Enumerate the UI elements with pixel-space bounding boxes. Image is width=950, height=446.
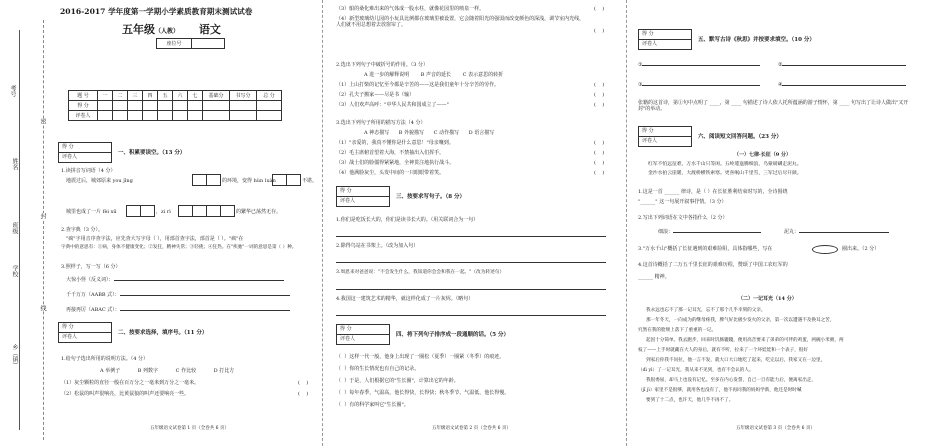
score-cell[interactable] bbox=[98, 101, 113, 111]
score-table-row bbox=[69, 101, 282, 111]
binding-label-school: 学校 bbox=[11, 265, 18, 277]
answer-line[interactable] bbox=[799, 232, 889, 233]
q1-line-1 bbox=[66, 178, 133, 184]
answer-paren[interactable]: ( ) bbox=[594, 170, 605, 176]
answer-line[interactable] bbox=[336, 315, 606, 316]
page-fold-2 bbox=[626, 0, 627, 446]
answer-line[interactable] bbox=[782, 85, 906, 86]
cut-mark-mi: 密 bbox=[39, 118, 46, 124]
section-2-title: 二、按要求选择，填序号。（11 分） bbox=[118, 330, 208, 336]
score-row-label: 得 分 bbox=[69, 101, 98, 111]
poem-line-1: 红军不怕远征难，万水千山只等闲。五岭逶迤腾细浪，乌蒙磅礴走泥丸。 bbox=[648, 162, 802, 167]
answer-grid-box[interactable] bbox=[126, 205, 141, 217]
scorebox-grader: 评卷人 bbox=[340, 198, 356, 204]
q3-item-b bbox=[66, 292, 290, 298]
s4-item-text: ）每年春季，气温高，他长得快，长得快；秋冬季节，气温低，他长得慢。 bbox=[344, 390, 510, 396]
answer-line[interactable] bbox=[673, 232, 761, 233]
score-header-cell: 六 bbox=[173, 91, 188, 101]
binding-label-town: 乡（镇） bbox=[11, 344, 18, 368]
passage-line: 我很委屈，却马上也没有记忆。至多在内心发誓，自己一旦有能力后，便离家出走， bbox=[646, 378, 816, 383]
answer-line[interactable] bbox=[642, 65, 760, 66]
scorebox-grader: 评卷人 bbox=[340, 336, 356, 342]
grade-heading bbox=[122, 21, 221, 37]
poem-blank-3 bbox=[638, 82, 760, 88]
page-1 bbox=[58, 0, 320, 446]
q3-item-c bbox=[66, 307, 290, 313]
score-header-cell: 书写分 bbox=[230, 91, 257, 101]
answer-paren[interactable]: ( ) bbox=[594, 160, 605, 166]
passage-line: 起因十分简单。我去跑步，回来时饥肠辘辘，便用高音要来了弟弟的可伴的鸡蛋，两碗小米粥，两 bbox=[646, 338, 844, 343]
scorebox-score: 得 分 bbox=[337, 187, 389, 197]
score-cell[interactable] bbox=[257, 101, 282, 111]
scorebox-score: 得 分 bbox=[59, 323, 111, 333]
answer-paren[interactable]: ( ) bbox=[298, 380, 309, 386]
score-cell[interactable] bbox=[188, 111, 203, 121]
binding-label-class: 班级 bbox=[11, 222, 18, 234]
answer-line[interactable] bbox=[336, 289, 606, 290]
score-cell[interactable] bbox=[188, 101, 203, 111]
s4-item: （ ）于是，人们根据它的"生长圈"，计算出它的年龄。 bbox=[336, 378, 459, 384]
q1-pinyin: 1.读拼音写词语（4 分） bbox=[61, 168, 116, 174]
reading-q2: 2.写出下列词语在文中各指什么（2 分） bbox=[638, 215, 728, 221]
answer-line[interactable] bbox=[336, 262, 606, 263]
page-fold-1 bbox=[322, 0, 323, 446]
q3-imitate: 3.照样子，写一写（6 分） bbox=[61, 264, 121, 270]
s3-q4: 4.我国这一建筑艺术的精华，就这样化成了一片灰烬。（略句） bbox=[336, 296, 474, 302]
answer-paren[interactable]: ( ) bbox=[298, 391, 309, 397]
q3-item-a bbox=[66, 277, 284, 283]
score-table bbox=[68, 90, 282, 121]
section-6-title: 六、阅读短文回答问题。（23 分） bbox=[698, 134, 782, 140]
q1-l2-c: 的繁华已荡然无存。 bbox=[236, 209, 282, 215]
answer-grid-box[interactable] bbox=[192, 174, 207, 186]
q4-sentence-2: （2）松鼠的叫声很响亮，比黄鼠狼的叫声还要响亮一些。 bbox=[61, 391, 190, 397]
s4-item-text: ）于是，人们根据它的"生长圈"，计算出它的年龄。 bbox=[344, 378, 459, 384]
reading-q4-end: ______ 精神。 bbox=[638, 274, 670, 280]
q4-options bbox=[100, 368, 234, 374]
q6-opt-d: D 语言描写 bbox=[468, 130, 495, 136]
scorebox-score: 得 分 bbox=[639, 30, 691, 40]
q5-dash: 2.选出下列句子中破折号的作用。（3 分） bbox=[336, 62, 429, 68]
section-2-scorebox bbox=[58, 322, 112, 343]
answer-grid-box[interactable] bbox=[178, 205, 193, 217]
answer-line[interactable] bbox=[336, 236, 606, 237]
binding-strip bbox=[0, 0, 60, 446]
score-cell[interactable] bbox=[143, 101, 158, 111]
q1-l1-b: 的环境，变得 hùn luàn bbox=[222, 178, 276, 184]
reading-q3: 3."万水千山"概括了长征遇到的艰难险阻，具体指哪些，写在 bbox=[638, 246, 773, 252]
exam-title: 2016-2017 学年度第一学期小学素质教育期末测试试卷 bbox=[60, 7, 253, 16]
page-1-footer: 五年级语文试卷第 1 页（全卷共 6 页） bbox=[150, 426, 229, 431]
scorebox-grader: 评卷人 bbox=[62, 154, 78, 160]
answer-grid-box[interactable] bbox=[140, 205, 155, 217]
q5-sentence-3: （3）人们欢声高呼："中华人民共和国成立了——" bbox=[336, 102, 449, 108]
s4-item-text: ）你的生长情况也有自己的记录。 bbox=[344, 366, 420, 372]
blank-mark: ③ bbox=[638, 82, 643, 88]
page-2-footer: 五年级语文试卷第 2 页（全卷共 6 页） bbox=[432, 426, 511, 431]
q3-b-label: 千千万万（AABB 式）： bbox=[66, 292, 120, 298]
s3-q1: 1.你们是吃饭长大的，你们是读书长大的。（用关联词合为一句） bbox=[336, 217, 479, 223]
subject-text: 语文 bbox=[198, 23, 221, 36]
score-header-cell: 二 bbox=[113, 91, 128, 101]
score-row-label: 评卷人 bbox=[69, 111, 98, 121]
q4-sentence-1: （1）灰尘颗粒的直径一般在百万分之一毫米到万分之一毫米。 bbox=[61, 380, 200, 386]
score-cell[interactable] bbox=[173, 111, 188, 121]
scorebox-score: 得 分 bbox=[337, 325, 389, 335]
blank-mark: ④ bbox=[778, 82, 783, 88]
reading-q2-a bbox=[658, 229, 761, 235]
answer-paren[interactable]: ( ) bbox=[594, 82, 605, 88]
edition-text: （人教） bbox=[155, 28, 180, 35]
poem-blank-2 bbox=[778, 62, 906, 68]
reading-q1: 1.这是一首 ______ 律诗，是（ ）在长征胜利结束时写的，全诗围绕 bbox=[638, 189, 788, 195]
page-3 bbox=[634, 0, 934, 446]
answer-paren[interactable]: ( ) bbox=[594, 28, 605, 34]
passage-line: 那一年冬天，一向成为的继母疼我，脾气好比极少发火的父亲，第一次以遭遇不及换耳之苦， bbox=[646, 318, 835, 323]
q6-options bbox=[364, 130, 494, 136]
ellipse-mark-icon bbox=[812, 245, 838, 254]
reading-q2-b bbox=[784, 229, 889, 235]
score-cell[interactable] bbox=[257, 111, 282, 121]
q4-sentence-3: （3）船的桑化难出来的气体成一股水柱，就像花园里的喷泉一样。 bbox=[336, 6, 485, 12]
scorebox-grader: 评卷人 bbox=[62, 334, 78, 340]
scorebox-score: 得 分 bbox=[639, 127, 691, 137]
reading-q2-b-label: 泥丸： bbox=[784, 229, 800, 235]
answer-line[interactable] bbox=[114, 280, 284, 281]
score-cell[interactable] bbox=[113, 111, 128, 121]
q6-description: 3.选出下列句子所用的描写方法（4 分） bbox=[336, 120, 426, 126]
scorebox-grader: 评卷人 bbox=[642, 138, 658, 144]
q1-l1-a: 地震过后，城郊原来 you jīng bbox=[66, 178, 133, 184]
seat-cell[interactable] bbox=[192, 39, 225, 49]
q6-opt-a: A 神态描写 bbox=[364, 130, 390, 136]
s4-item: （ ）每年春季，气温高，他长得快，长得快；秋冬季节，气温低，他长得慢。 bbox=[336, 390, 510, 396]
q5-sentence-2: （2）孔夫子搬家——尽是书（输） bbox=[336, 92, 415, 98]
s3-q2: 2.除得鸟站在书架上。（改为加入句） bbox=[336, 243, 419, 249]
answer-paren[interactable]: ( ) bbox=[594, 150, 605, 156]
q6-opt-b: B 外貌描写 bbox=[398, 130, 425, 136]
score-cell[interactable] bbox=[158, 111, 173, 121]
cut-mark-feng: 封 bbox=[39, 213, 46, 219]
reading-q4: 4.这首诗概括了二万五千里长征的艰难历程，赞颂了中国工农红军的 bbox=[638, 262, 788, 268]
cut-mark-xian: 线 bbox=[39, 305, 46, 311]
q1-l1-c: 不堪。 bbox=[302, 178, 318, 184]
score-cell[interactable] bbox=[203, 111, 230, 121]
q5-sentence-1: （1）上山打柴的记忆至今都是辛苦的——这是我们童年十分辛苦的劳作。 bbox=[336, 82, 500, 88]
binding-label-exam-no: 考号 bbox=[9, 85, 16, 97]
s4-item: （ ）你的生长情况也有自己的记录。 bbox=[336, 366, 420, 372]
scorebox-score: 得 分 bbox=[59, 143, 111, 153]
q2-dictionary: 2.查字典（3 分）。 bbox=[61, 227, 104, 233]
scorebox-grader: 评卷人 bbox=[642, 41, 658, 47]
blank-mark: ① bbox=[638, 62, 643, 68]
score-cell[interactable] bbox=[230, 101, 257, 111]
answer-grid-box[interactable] bbox=[192, 205, 207, 217]
page-3-footer: 五年级语文试卷第 3 页（全卷共 6 页） bbox=[736, 426, 815, 431]
score-cell[interactable] bbox=[230, 111, 257, 121]
answer-grid-box[interactable] bbox=[206, 174, 221, 186]
answer-line[interactable] bbox=[120, 295, 290, 296]
q3-a-label: 大惊小怪（反义词）： bbox=[66, 277, 114, 283]
s4-item: （ ）有的科学家叫它"生长圈"。 bbox=[336, 402, 409, 408]
poem-blank-1 bbox=[638, 62, 760, 68]
score-cell[interactable] bbox=[143, 111, 158, 121]
passage-line: （jī jì）家里不是很够，就用各也没有了，他不再同我的妈妈学新，他还是时时喊 bbox=[638, 388, 802, 393]
section-6-scorebox bbox=[638, 126, 692, 147]
passage-line: 要到了十二点，也许天，他几乎不再不了。 bbox=[646, 398, 734, 403]
q3-c-label: 再接再厉（ABAC 式）： bbox=[66, 307, 120, 313]
poem-line-2: 金沙水拍云崖暖，大渡桥横铁索寒。更喜岷山千里雪，三军过后尽开颜。 bbox=[648, 171, 802, 176]
answer-grid-box[interactable] bbox=[286, 174, 301, 186]
poem-blank-4 bbox=[778, 82, 906, 88]
score-header-cell: 题 号 bbox=[69, 91, 98, 101]
q5-opt-a: A 进一步的解释说明 bbox=[364, 72, 410, 78]
section-5-scorebox bbox=[638, 29, 692, 50]
passage-line: 枝了——上手时就藏在大人的身后，就有不听，拉来了一个坏娃娃和一个表子，很好 bbox=[638, 348, 808, 353]
score-cell[interactable] bbox=[158, 101, 173, 111]
answer-grid-box[interactable] bbox=[220, 205, 235, 217]
section-4-title: 四、将下列句子排序成一段通顺的话。（5 分） bbox=[396, 332, 509, 338]
s4-item-text: ）这样一代一般，他身上出现了一圈松（夏季）一圈紧（冬季）的痕迹。 bbox=[344, 354, 505, 360]
q4-opt-a: A 举例子 bbox=[100, 368, 121, 374]
score-table-row bbox=[69, 111, 282, 121]
score-cell[interactable] bbox=[113, 101, 128, 111]
score-header-cell: 四 bbox=[143, 91, 158, 101]
section-5-title: 五、默写古诗《秋思》并按要求填空。（10 分） bbox=[698, 37, 815, 43]
score-cell[interactable] bbox=[173, 101, 188, 111]
q1-l2-b: ，zi rì bbox=[156, 209, 171, 215]
answer-paren[interactable]: ( ) bbox=[594, 102, 605, 108]
q4-sentence-4: （4）新型玻璃幼儿园的小玩具比例都在玻璃里被设置，它会随着阳光的强弱而改变颜色的深浅，调节室内光线，人们就不用总想着去放窗帘了。 bbox=[336, 16, 585, 28]
q6-opt-c: C 动作描写 bbox=[433, 130, 460, 136]
reading-q3-end: 圈出来。（2 分） bbox=[842, 246, 880, 252]
answer-paren[interactable]: ( ) bbox=[594, 140, 605, 146]
grade-text: 五年级 bbox=[122, 23, 155, 36]
seat-label: 座位号 bbox=[157, 39, 192, 49]
page-2 bbox=[336, 0, 619, 446]
answer-grid-box[interactable] bbox=[272, 174, 287, 186]
cut-dashed-line bbox=[43, 20, 44, 440]
q5-options bbox=[364, 72, 503, 78]
score-header-cell: 五 bbox=[158, 91, 173, 101]
seat-number-table bbox=[156, 38, 225, 49]
score-header-cell: 三 bbox=[128, 91, 143, 101]
section-3-title: 三、按要求写句子。（8 分） bbox=[396, 194, 465, 200]
passage-line: 到家后你我不问拉，他一言不发，就大口大口地吃了起来，吃完以后，我家又在一边里， bbox=[646, 358, 826, 363]
poem-question: 张籍的这首诗，第①句中点明了 ____，第 ____ 句描述了诗人依人托所蕴涵的游子情怀，第 ____ 句写出了让诗人做出"又开封"的举动。 bbox=[638, 100, 909, 112]
s4-item: （ ）这样一代一般，他身上出现了一圈松（夏季）一圈紧（冬季）的痕迹。 bbox=[336, 354, 505, 360]
passage-line: 我永远也忘不了那一记耳光，忘不了那个几乎幸刻的父亲。 bbox=[646, 308, 766, 313]
score-cell[interactable] bbox=[128, 101, 143, 111]
answer-paren[interactable]: ( ) bbox=[594, 92, 605, 98]
section-1-title: 一、积累要读空。（13 分） bbox=[118, 150, 186, 156]
q4-opt-c: C 作比较 bbox=[175, 368, 197, 374]
score-header-cell: 基础分 bbox=[203, 91, 230, 101]
answer-paren[interactable]: ( ) bbox=[594, 6, 605, 12]
q4-opt-b: B 列数字 bbox=[137, 368, 159, 374]
q5-opt-b: B 声音的延长 bbox=[420, 72, 452, 78]
score-cell[interactable] bbox=[98, 111, 113, 121]
score-cell[interactable] bbox=[128, 111, 143, 121]
passage-title: （二）一记耳光（14 分） bbox=[738, 296, 797, 302]
answer-grid-box[interactable] bbox=[206, 205, 221, 217]
q6-sentence-2: （2）毛主席俯首望着大海，不禁抽出入们挥手。 bbox=[336, 150, 445, 156]
q6-sentence-3: （3）战士们的脸僵得紧紧地，全神贯注地执行战斗。 bbox=[336, 160, 455, 166]
score-header-cell: 七 bbox=[188, 91, 203, 101]
q1-l2-a: 城里也成了一片 fèi xū bbox=[66, 209, 117, 215]
poem-title: （一）七律·长征（9 分） bbox=[734, 152, 791, 158]
blank-mark: ② bbox=[778, 62, 783, 68]
q4-opt-d: D 打比方 bbox=[213, 368, 235, 374]
q6-sentence-4: （4）他满脸灰尘，头发中间的一只眼眼带着笑。 bbox=[336, 170, 445, 176]
section-1-scorebox bbox=[58, 142, 112, 163]
reading-q2-a-label: 细浪： bbox=[658, 229, 674, 235]
score-cell[interactable] bbox=[203, 101, 230, 111]
score-table-header bbox=[69, 91, 282, 101]
q4-methods: 1.给句子选出所用的说明方法。（4 分） bbox=[61, 356, 149, 362]
section-3-scorebox bbox=[336, 186, 390, 207]
score-header-cell: 一 bbox=[98, 91, 113, 101]
passage-line: 究然在我的脸颊上落下了重重的一记。 bbox=[638, 328, 717, 333]
binding-writing-line bbox=[19, 30, 20, 430]
passage-line: （dì yì）了一记耳光，我从来不见到，也有不会认的人。 bbox=[638, 368, 754, 373]
answer-line[interactable] bbox=[642, 85, 760, 86]
q5-opt-c: C 表示意思的转折 bbox=[462, 72, 504, 78]
q6-sentence-1: （1）"亲爱的，我真不懂你是什么意思！"母亲嚷到。 bbox=[336, 140, 454, 146]
s4-item-text: ）有的科学家叫它"生长圈"。 bbox=[344, 402, 409, 408]
score-header-cell: 总 分 bbox=[257, 91, 282, 101]
binding-label-name: 姓名 bbox=[11, 158, 18, 170]
section-4-scorebox bbox=[336, 324, 390, 345]
answer-line[interactable] bbox=[782, 65, 906, 66]
s3-q3: 3.周恩来对爸爸说："不会发生什么，我知道你会会和我在一起。"（改为转述句） bbox=[336, 270, 505, 275]
q2-text-2: 字典中的意思有：①病，身体不健康变化；②发狂，精神失常；③轻佻；④狂热。在"疾驰"一词的意思是第（ ）种。 bbox=[61, 245, 297, 250]
q2-text-1: "疯"字用音序查字法，应先查大写字母（ ），用部首查字法，部首是（ ）。"疯"在 bbox=[66, 236, 244, 242]
answer-line[interactable] bbox=[120, 310, 290, 311]
reading-q1b: "______" 这一句展开叙事抒情。（3 分） bbox=[638, 199, 727, 205]
